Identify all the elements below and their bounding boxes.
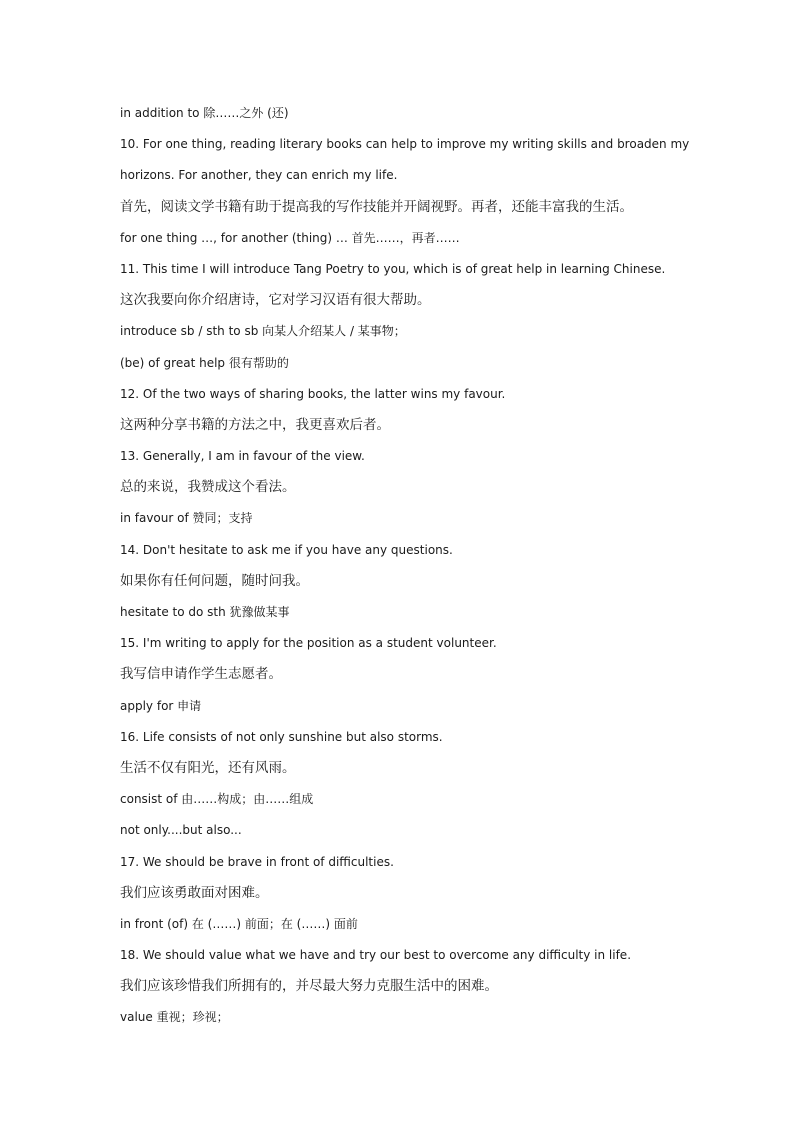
english-sentence: 13. Generally, I am in favour of the view. xyxy=(120,449,365,464)
english-sentence: 14. Don't hesitate to ask me if you have any questions. xyxy=(120,542,453,557)
english-sentence: 17. We should be brave in front of difficulties. xyxy=(120,854,394,869)
phrase-note: in favour of 赞同；支持 xyxy=(120,511,253,526)
chinese-translation: 我们应该珍惜我们所拥有的，并尽最大努力克服生活中的困难。 xyxy=(120,978,498,995)
phrase-note: in addition to 除……之外 (还) xyxy=(120,106,289,120)
phrase-note: hesitate to do sth 犹豫做某事 xyxy=(120,605,290,619)
english-sentence: 12. Of the two ways of sharing books, the latter wins my favour. xyxy=(120,386,506,401)
phrase-note: apply for 申请 xyxy=(120,698,202,713)
chinese-translation: 生活不仅有阳光，还有风雨。 xyxy=(120,759,296,776)
english-sentence: 18. We should value what we have and try our best to overcome any difficulty in life. xyxy=(120,948,632,963)
phrase-note: for one thing …, for another (thing) … 首先……，再者…… xyxy=(120,230,460,245)
english-sentence: 15. I'm writing to apply for the position as a student volunteer. xyxy=(120,636,497,651)
phrase-note: in front (of) 在 (……) 前面；在 (……) 面前 xyxy=(120,916,358,931)
chinese-translation: 这两种分享书籍的方法之中，我更喜欢后者。 xyxy=(120,416,390,433)
phrase-note: not only....but also... xyxy=(120,823,242,838)
phrase-note: introduce sb / sth to sb 向某人介绍某人 / 某事物； xyxy=(120,324,406,339)
phrase-note: (be) of great help 很有帮助的 xyxy=(120,355,289,370)
english-sentence: horizons. For another, they can enrich my life. xyxy=(120,168,398,183)
english-sentence: 16. Life consists of not only sunshine but also storms. xyxy=(120,729,443,744)
chinese-translation: 如果你有任何问题，随时问我。 xyxy=(120,572,309,589)
phrase-note: consist of 由……构成；由……组成 xyxy=(120,792,314,807)
english-sentence: 11. This time I will introduce Tang Poetry to you, which is of great help in learning Chinese. xyxy=(120,261,666,276)
chinese-translation: 这次我要向你介绍唐诗，它对学习汉语有很大帮助。 xyxy=(120,292,431,309)
page-content xyxy=(120,100,700,1036)
chinese-translation: 首先，阅读文学书籍有助于提高我的写作技能并开阔视野。再者，还能丰富我的生活。 xyxy=(120,198,633,215)
english-sentence: 10. For one thing, reading literary books can help to improve my writing skills and broaden my xyxy=(120,137,690,152)
chinese-translation: 我写信申请作学生志愿者。 xyxy=(120,666,282,683)
chinese-translation: 总的来说，我赞成这个看法。 xyxy=(120,479,296,496)
chinese-translation: 我们应该勇敢面对困难。 xyxy=(120,884,269,901)
phrase-note: value 重视；珍视； xyxy=(120,1010,229,1025)
